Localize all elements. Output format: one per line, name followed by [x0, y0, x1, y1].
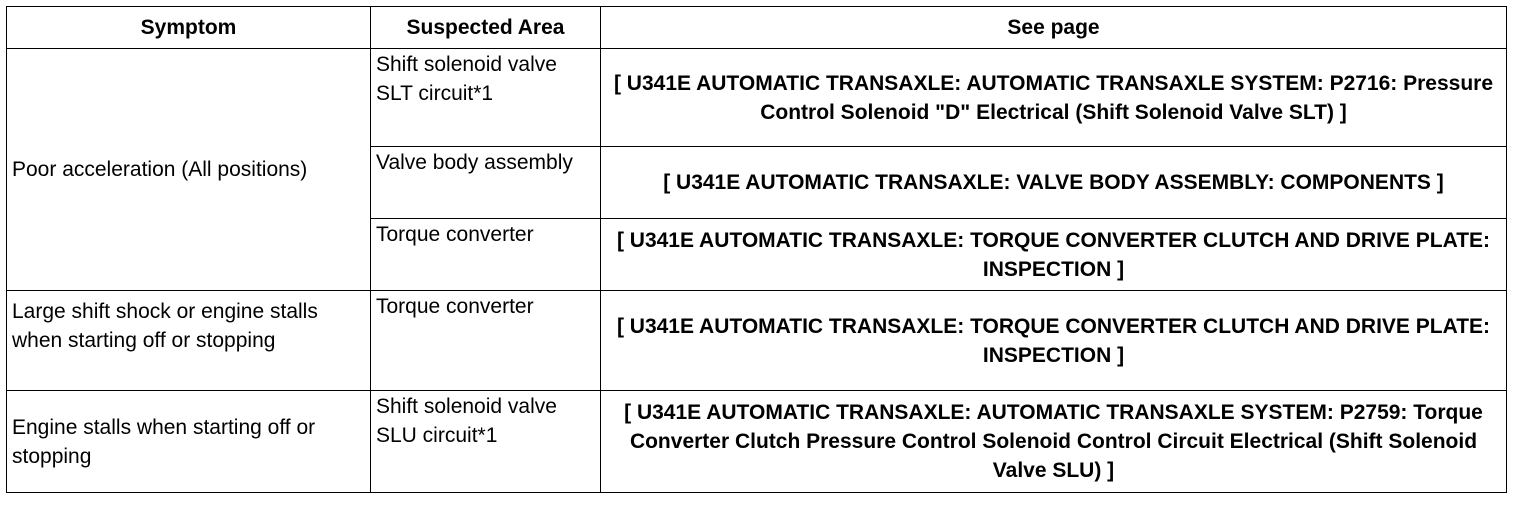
- table-row: [7, 49, 1507, 147]
- page-reference-link[interactable]: [ U341E AUTOMATIC TRANSAXLE: VALVE BODY ASSEMBLY: COMPONENTS ]: [663, 171, 1444, 194]
- diagnostic-table: [6, 6, 1507, 493]
- header-see-page: See page: [601, 7, 1507, 49]
- page-reference-link[interactable]: [ U341E AUTOMATIC TRANSAXLE: AUTOMATIC TRANSAXLE SYSTEM: P2759: Torque Converter Clutch Pressure Control Solenoid Control Circuit Electrical (Shift Solenoid Valve SLU) ]: [624, 401, 1483, 482]
- header-suspected-area: Suspected Area: [371, 7, 601, 49]
- see-page-cell[interactable]: [601, 219, 1507, 291]
- symptom-cell: Poor acceleration (All positions): [7, 49, 371, 291]
- suspected-area-cell: Shift solenoid valve SLT circuit*1: [371, 49, 601, 147]
- symptom-cell: Engine stalls when starting off or stopping: [7, 391, 371, 493]
- page-reference-link[interactable]: [ U341E AUTOMATIC TRANSAXLE: TORQUE CONVERTER CLUTCH AND DRIVE PLATE: INSPECTION ]: [616, 228, 1491, 281]
- see-page-cell[interactable]: [601, 291, 1507, 391]
- suspected-area-cell: Valve body assembly: [371, 147, 601, 219]
- see-page-cell[interactable]: [601, 49, 1507, 147]
- header-row: [7, 7, 1507, 49]
- suspected-area-cell: Torque converter: [371, 291, 601, 391]
- see-page-cell[interactable]: [601, 147, 1507, 219]
- see-page-cell[interactable]: [601, 391, 1507, 493]
- table-row: [7, 391, 1507, 493]
- suspected-area-cell: Torque converter: [371, 219, 601, 291]
- header-symptom: Symptom: [7, 7, 371, 49]
- table-row: [7, 291, 1507, 391]
- page-reference-link[interactable]: [ U341E AUTOMATIC TRANSAXLE: AUTOMATIC TRANSAXLE SYSTEM: P2716: Pressure Control Solenoid "D" Electrical (Shift Solenoid Valve SLT) ]: [613, 71, 1494, 124]
- suspected-area-cell: Shift solenoid valve SLU circuit*1: [371, 391, 601, 493]
- page-reference-link[interactable]: [ U341E AUTOMATIC TRANSAXLE: TORQUE CONVERTER CLUTCH AND DRIVE PLATE: INSPECTION ]: [616, 314, 1491, 367]
- symptom-cell: Large shift shock or engine stalls when starting off or stopping: [7, 291, 371, 391]
